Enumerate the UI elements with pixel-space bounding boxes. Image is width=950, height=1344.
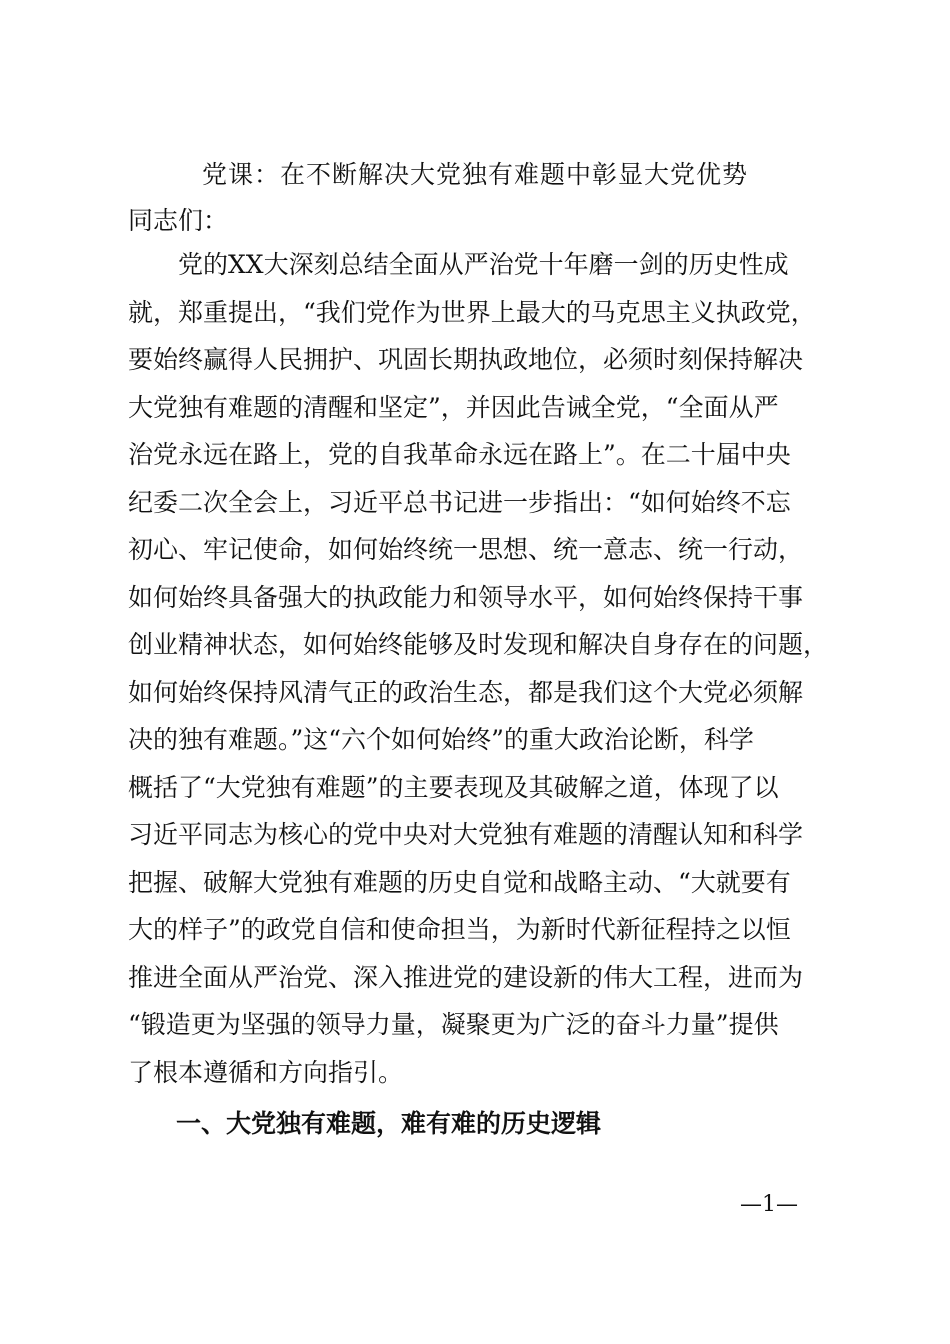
paragraph-line: 决的独有难题。”这“六个如何始终”的重大政治论断，科学	[128, 725, 754, 754]
paragraph-line: 纪委二次全会上，习近平总书记进一步指出：“如何始终不忘	[128, 487, 791, 517]
paragraph-line: 初心、牢记使命，如何始终统一思想、统一意志、统一行动，	[128, 535, 804, 564]
paragraph-line: 习近平同志为核心的党中央对大党独有难题的清醒认知和科学	[128, 820, 804, 849]
body-paragraph	[128, 241, 838, 1096]
paragraph-line: 概括了“大党独有难题”的主要表现及其破解之道，体现了以	[128, 772, 779, 802]
paragraph-line: 把握、破解大党独有难题的历史自觉和战略主动、“大就要有	[128, 867, 791, 897]
paragraph-line: 大的样子”的政党自信和使命担当，为新时代新征程持之以恒	[128, 915, 791, 944]
paragraph-line: 如何始终具备强大的执政能力和领导水平，如何始终保持干事	[128, 582, 804, 612]
paragraph-line: 要始终赢得人民拥护、巩固长期执政地位，必须时刻保持解决	[128, 345, 804, 374]
paragraph-line: “锻造更为坚强的领导力量，凝聚更为广泛的奋斗力量”提供	[128, 1010, 779, 1039]
paragraph-line: 治党永远在路上，党的自我革命永远在路上”。在二十届中央	[128, 440, 791, 469]
paragraph-line: 推进全面从严治党、深入推进党的建设新的伟大工程，进而为	[128, 962, 804, 992]
paragraph-line: 了根本遵循和方向指引。	[128, 1057, 404, 1087]
section-heading: 一、大党独有难题，难有难的历史逻辑	[176, 1109, 602, 1138]
salutation: 同志们：	[128, 206, 229, 235]
paragraph-line: 创业精神状态，如何始终能够及时发现和解决自身存在的问题，	[128, 630, 829, 659]
document-title: 党课：在不断解决大党独有难题中彰显大党优势	[201, 160, 748, 189]
paragraph-line: 大党独有难题的清醒和坚定”，并因此告诫全党，“全面从严	[128, 392, 779, 422]
page-number: —1—	[740, 1192, 798, 1217]
paragraph-line: 党的XX大深刻总结全面从严治党十年磨一剑的历史性成	[128, 250, 789, 279]
paragraph-line: 如何始终保持风清气正的政治生态，都是我们这个大党必须解	[128, 677, 804, 707]
paragraph-line: 就，郑重提出，“我们党作为世界上最大的马克思主义执政党，	[128, 297, 816, 327]
